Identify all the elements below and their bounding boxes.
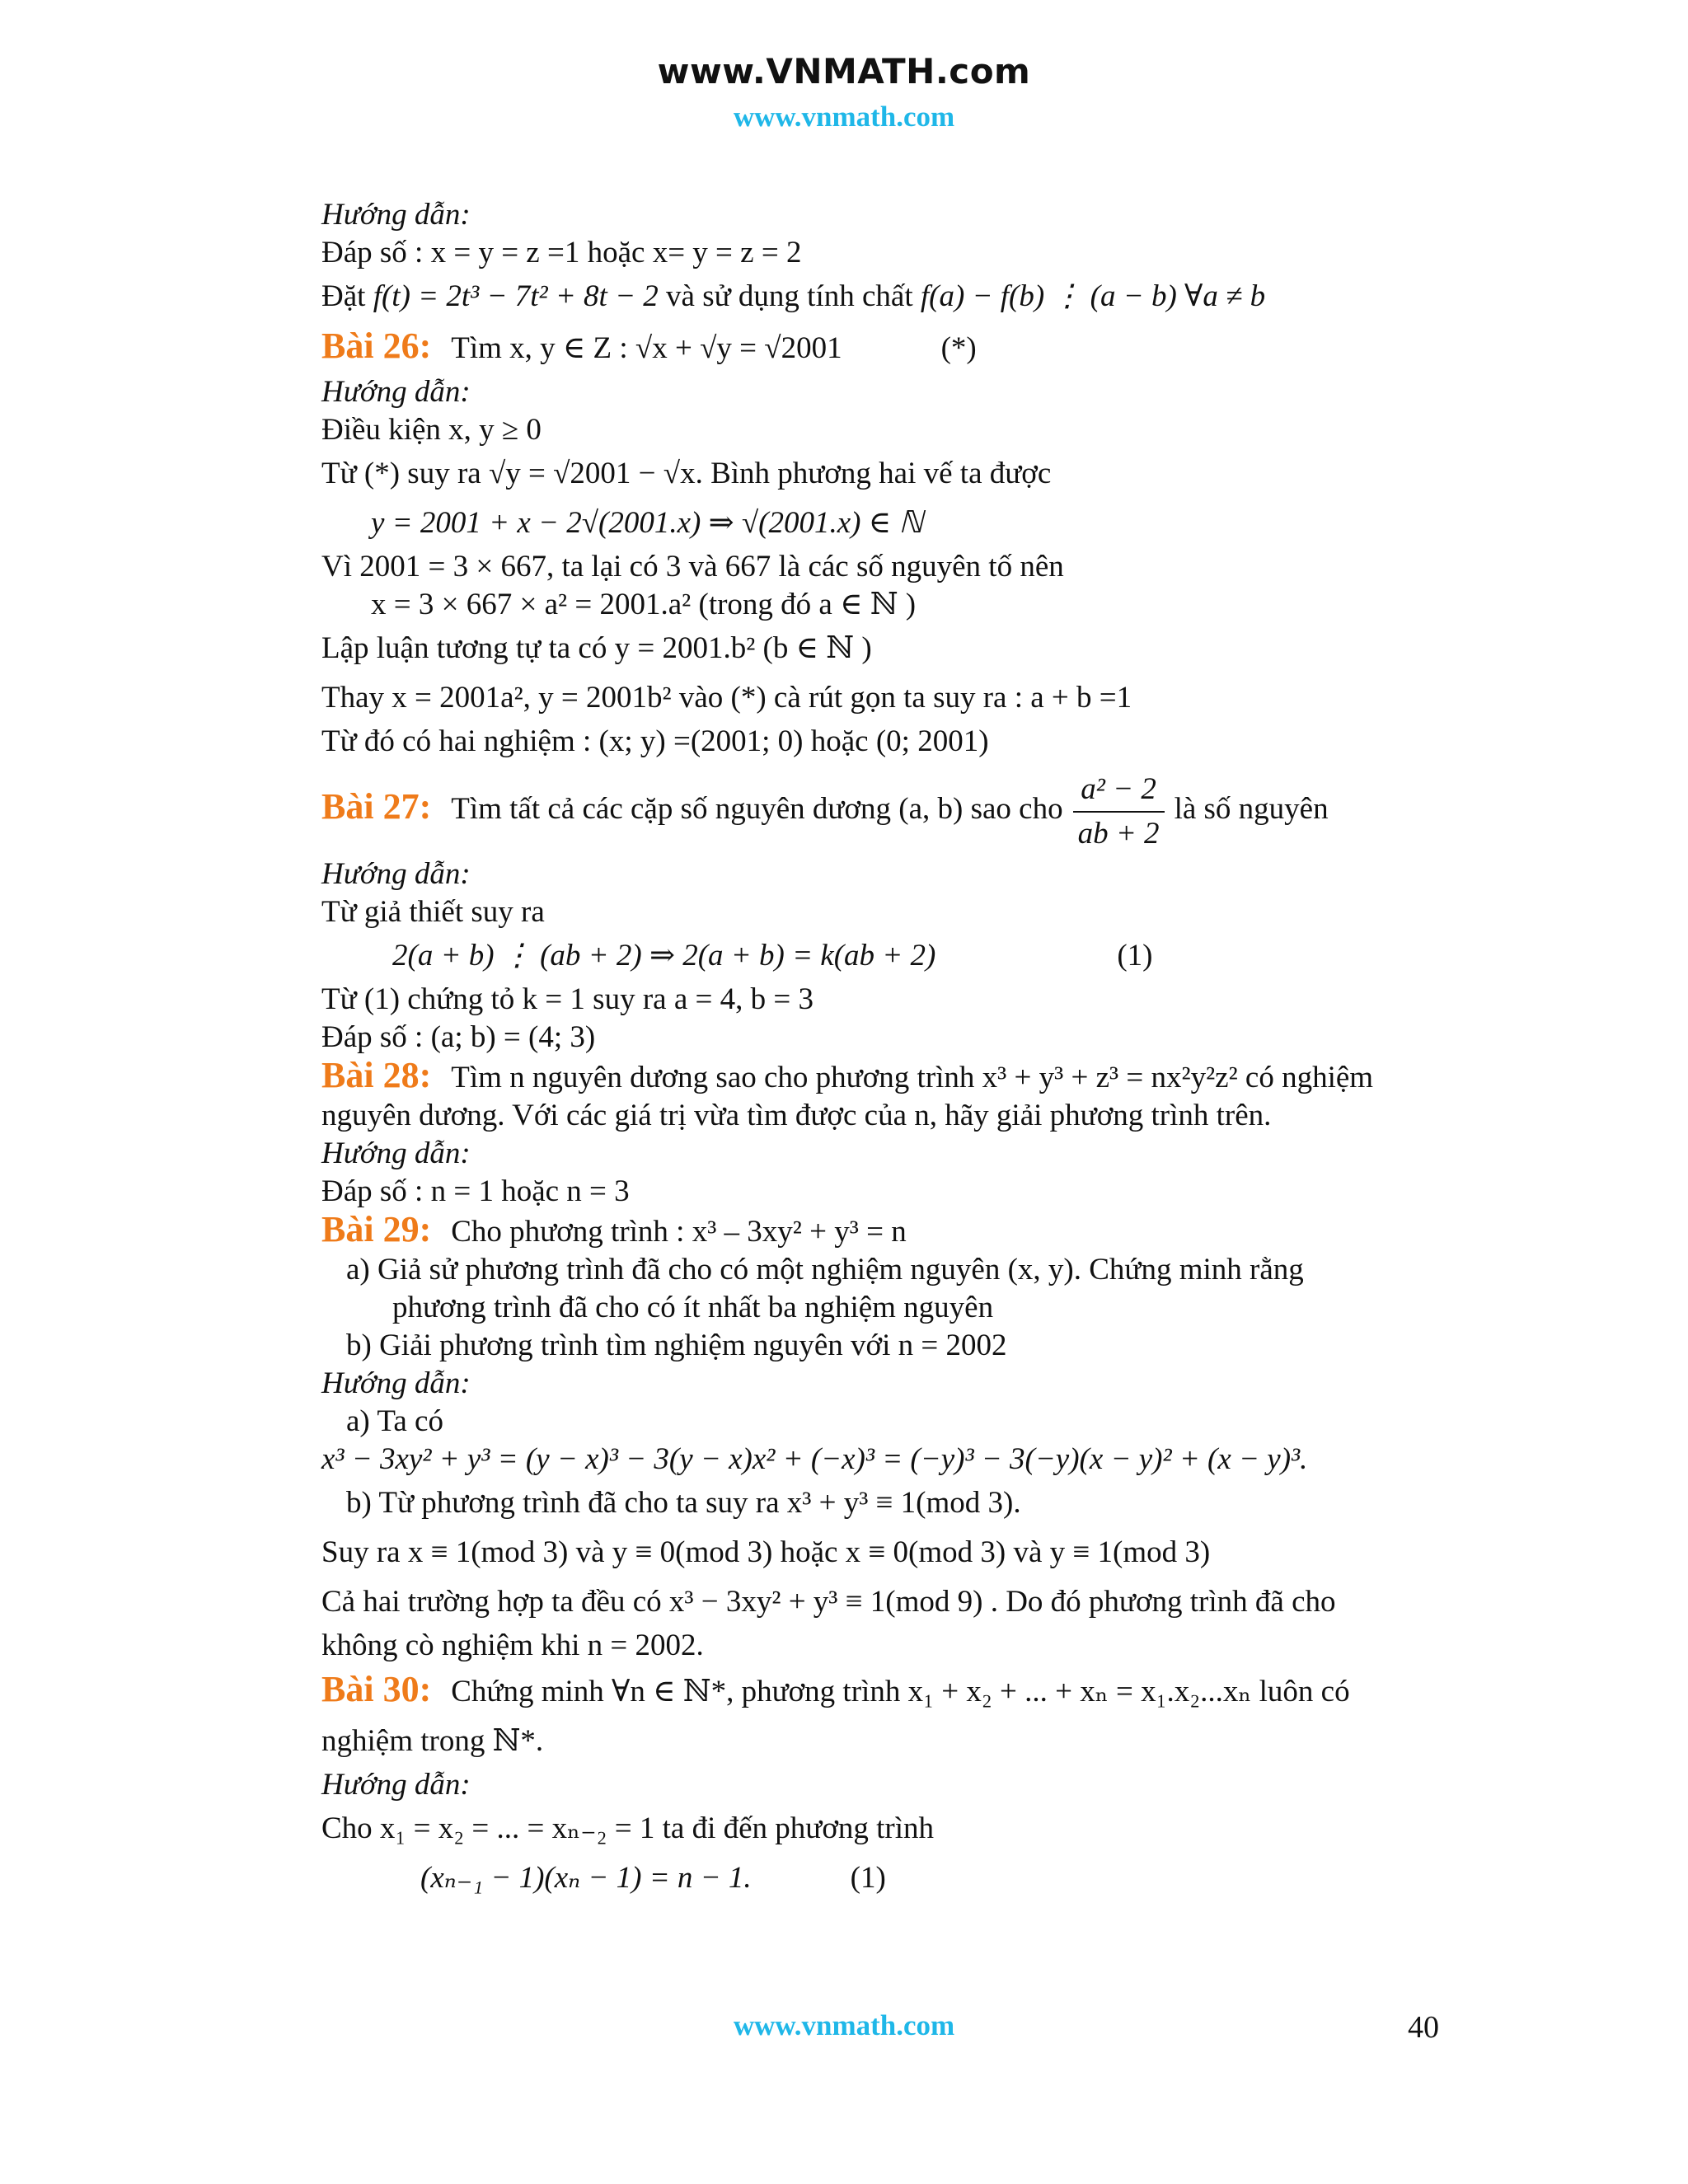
text-span: và sử dụng tính chất (658, 279, 921, 313)
text-line: Lập luận tương tự ta có y = 2001.b² (b ∈ ℕ ) (321, 631, 872, 665)
text-line: Từ đó có hai nghiệm : (x; y) =(2001; 0) hoặc (0; 2001) (321, 724, 989, 758)
equation-tag: (1) (850, 1861, 886, 1895)
text-span: Đặt (321, 279, 373, 313)
text-line: Từ giả thiết suy ra (321, 895, 545, 929)
problem-text: Tìm x, y ∈ Z : √x + √y = √2001 (451, 331, 842, 365)
text-line: Thay x = 2001a², y = 2001b² vào (*) cà rút gọn ta suy ra : a + b =1 (321, 681, 1132, 715)
problem-text-continued: nguyên dương. Với các giá trị vừa tìm được của n, hãy giải phương trình trên. (321, 1099, 1272, 1132)
problem-27 (321, 761, 1492, 855)
text-line: không cò nghiệm khi n = 2002. (321, 1629, 704, 1662)
list-item-a: a) Giả sử phương trình đã cho có một nghiệm nguyên (x, y). Chứng minh rằng (346, 1253, 1304, 1286)
math-expression: 2(a + b) ⋮ (ab + 2) ⇒ 2(a + b) = k(ab + 2) (392, 939, 936, 972)
derivation-line (321, 449, 1492, 499)
condition-line: Điều kiện x, y ≥ 0 (321, 413, 542, 447)
list-item-b: b) Giải phương trình tìm nghiệm nguyên với n = 2002 (346, 1329, 1007, 1362)
equation-line (321, 1854, 1492, 1903)
equation-line (321, 931, 1492, 981)
footer-site-url[interactable]: www.vnmath.com (733, 2009, 955, 2041)
problem-text: Cho phương trình : x³ – 3xy² + y³ = n (451, 1215, 907, 1249)
problem-label: Bài 30: (321, 1669, 432, 1709)
page-content (321, 196, 1492, 1903)
header-site-url[interactable]: www.vnmath.com (733, 101, 955, 133)
equation-tag: (*) (940, 331, 977, 365)
text-line: b) Từ phương trình đã cho ta suy ra x³ + y³ ≡ 1(mod 3). (346, 1486, 1021, 1520)
fraction-denominator: ab + 2 (1077, 816, 1160, 851)
answer-line: Đáp số : n = 1 hoặc n = 3 (321, 1174, 630, 1208)
problem-text: Tìm n nguyên dương sao cho phương trình x³ + y³ + z³ = nx²y²z² có nghiệm (451, 1061, 1374, 1094)
site-logo-text: www.VNMATH.com (657, 51, 1031, 91)
math-expression: Từ (*) suy ra √y = √2001 − √x (321, 457, 696, 490)
text-line: Cho x₁ = x₂ = ... = xₙ₋₂ = 1 ta đi đến phương trình (321, 1811, 935, 1845)
problem-28 (321, 1057, 1492, 1097)
math-expression: (xₙ₋₁ − 1)(xₙ − 1) = n − 1. (420, 1861, 752, 1895)
hint-heading: Hướng dẫn: (321, 1366, 471, 1400)
text-line: Từ (1) chứng tỏ k = 1 suy ra a = 4, b = 3 (321, 982, 814, 1016)
text-line: a) Ta có (346, 1404, 443, 1438)
problem-label: Bài 26: (321, 326, 432, 366)
problem-text: là số nguyên (1174, 792, 1329, 826)
identity-line: x³ − 3xy² + y³ = (y − x)³ − 3(y − x)x² + (−x)³ = (−y)³ − 3(−y)(x − y)² + (x − y)³. (321, 1442, 1308, 1476)
problem-26 (321, 321, 1492, 373)
list-item-a-continued: phương trình đã cho có ít nhất ba nghiệm nguyên (392, 1291, 994, 1324)
answer-line: Đáp số : x = y = z =1 hoặc x= y = z = 2 (321, 236, 802, 269)
text-line: Suy ra x ≡ 1(mod 3) và y ≡ 0(mod 3) hoặc x ≡ 0(mod 3) và y ≡ 1(mod 3) (321, 1535, 1211, 1569)
problem-29 (321, 1211, 1492, 1251)
answer-line: Đáp số : (a; b) = (4; 3) (321, 1020, 596, 1054)
equation-tag: (1) (1117, 939, 1153, 972)
problem-label: Bài 29: (321, 1209, 432, 1249)
math-expression: f(a) − f(b) ⋮ (a − b) ∀a ≠ b (920, 279, 1266, 313)
problem-label: Bài 27: (321, 786, 432, 827)
page-number: 40 (1408, 2010, 1439, 2045)
text-line: Vì 2001 = 3 × 667, ta lại có 3 và 667 là các số nguyên tố nên (321, 550, 1064, 583)
fraction-numerator: a² − 2 (1073, 768, 1165, 813)
hint-heading: Hướng dẫn: (321, 1768, 471, 1802)
equation-line: y = 2001 + x − 2√(2001.x) ⇒ √(2001.x) ∈ ℕ (371, 506, 924, 540)
substitution-line (321, 272, 1492, 321)
text-line: Cả hai trường hợp ta đều có x³ − 3xy² + y³ ≡ 1(mod 9) . Do đó phương trình đã cho (321, 1585, 1336, 1619)
hint-heading: Hướng dẫn: (321, 375, 471, 409)
problem-text: Chứng minh ∀n ∈ ℕ*, phương trình x₁ + x₂ + ... + xₙ = x₁.x₂...xₙ luôn có (451, 1675, 1350, 1708)
problem-text-continued: nghiệm trong ℕ*. (321, 1724, 544, 1758)
hint-heading: Hướng dẫn: (321, 857, 471, 891)
problem-text: Tìm tất cả các cặp số nguyên dương (a, b) sao cho (451, 792, 1063, 826)
problem-30 (321, 1665, 1492, 1717)
hint-heading: Hướng dẫn: (321, 1137, 471, 1170)
equation-line: x = 3 × 667 × a² = 2001.a² (trong đó a ∈ ℕ ) (371, 588, 917, 621)
math-expression: f(t) = 2t³ − 7t² + 8t − 2 (373, 279, 659, 313)
problem-label: Bài 28: (321, 1055, 432, 1095)
fraction (1073, 768, 1165, 855)
text-span: . Bình phương hai vế ta được (695, 457, 1052, 490)
hint-heading: Hướng dẫn: (321, 198, 471, 232)
